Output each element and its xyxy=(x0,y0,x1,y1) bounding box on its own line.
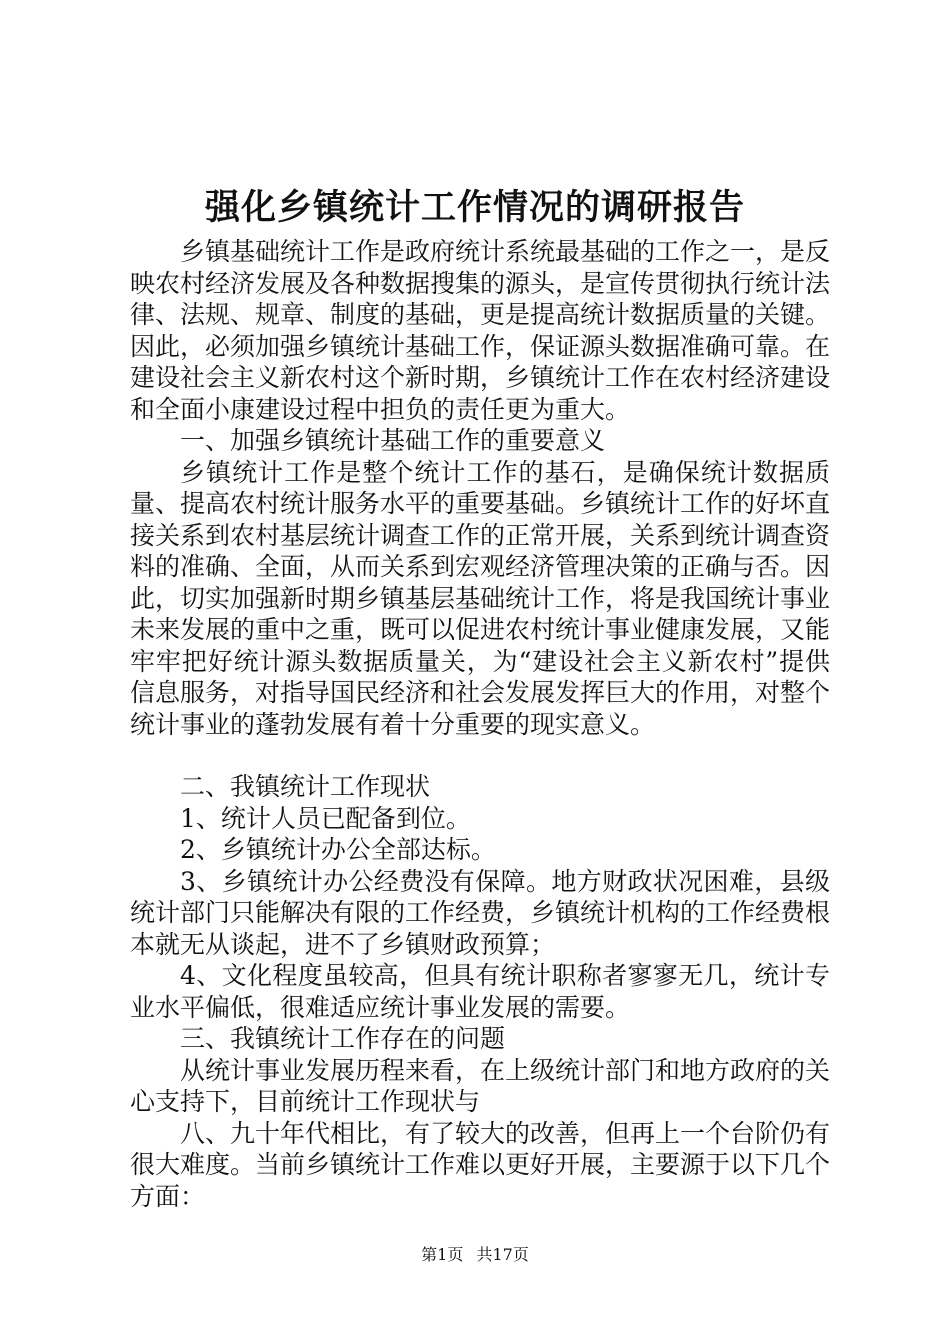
paragraph-significance: 乡镇统计工作是整个统计工作的基石，是确保统计数据质量、提高农村统计服务水平的重要基础。乡镇统计工作的好坏直接关系到农村基层统计调查工作的正常开展，关系到统计调查资料的准确、全面，从而关系到宏观经济管理决策的正确与否。因此，切实加强新时期乡镇基层基础统计工作，将是我国统计事业未来发展的重中之重，既可以促进农村统计事业健康发展，又能牢牢把好统计源头数据质量关，为“建设社会主义新农村”提供信息服务，对指导国民经济和社会发展发挥巨大的作用，对整个统计事业的蓬勃发展有着十分重要的现实意义。 xyxy=(130,457,831,739)
page-number: 第1页 xyxy=(421,1245,464,1264)
section-heading-3: 三、我镇统计工作存在的问题 xyxy=(180,1024,506,1053)
section-heading-2: 二、我镇统计工作现状 xyxy=(180,772,431,801)
paragraph-problems-intro: 从统计事业发展历程来看，在上级统计部门和地方政府的关心支持下，目前统计工作现状与 xyxy=(130,1055,831,1116)
paragraph-spacer xyxy=(130,740,830,771)
section-heading-1: 一、加强乡镇统计基础工作的重要意义 xyxy=(180,426,606,455)
page-footer xyxy=(0,1244,950,1266)
list-item-4: 4、文化程度虽较高，但具有统计职称者寥寥无几，统计专业水平偏低，很难适应统计事业发展的需要。 xyxy=(130,961,830,1022)
list-item-2: 2、乡镇统计办公全部达标。 xyxy=(180,835,496,864)
list-item-1: 1、统计人员已配备到位。 xyxy=(180,803,471,833)
paragraph-intro: 乡镇基础统计工作是政府统计系统最基础的工作之一，是反映农村经济发展及各种数据搜集的源头，是宣传贯彻执行统计法律、法规、规章、制度的基础，更是提高统计数据质量的关键。因此，必须加强乡镇统计基础工作，保证源头数据准确可靠。在建设社会主义新农村这个新时期，乡镇统计工作在农村经济建设和全面小康建设过程中担负的责任更为重大。 xyxy=(130,237,831,424)
document-body xyxy=(130,236,830,1212)
page-total: 共17页 xyxy=(476,1245,529,1264)
document-title: 强化乡镇统计工作情况的调研报告 xyxy=(204,188,745,228)
paragraph-problems-continued: 八、九十年代相比，有了较大的改善，但再上一个台阶仍有很大难度。当前乡镇统计工作难以更好开展，主要源于以下几个方面： xyxy=(130,1118,831,1211)
list-item-3: 3、乡镇统计办公经费没有保障。地方财政状况困难，县级统计部门只能解决有限的工作经费，乡镇统计机构的工作经费根本就无从谈起，进不了乡镇财政预算； xyxy=(130,866,831,959)
